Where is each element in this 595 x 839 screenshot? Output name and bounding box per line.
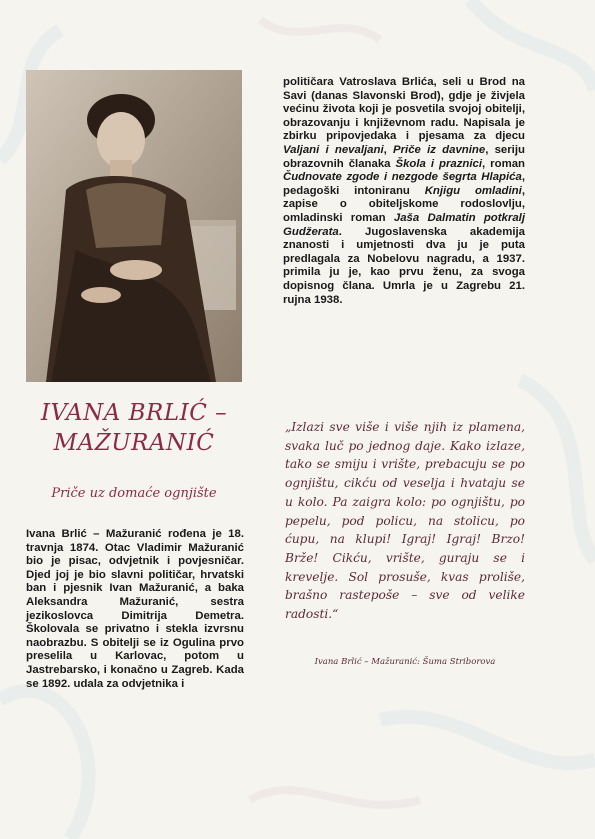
work-title: Valjani i nevaljani <box>283 143 384 156</box>
work-title: Jaša Dalmatin potkralj Gudžerata <box>283 211 525 238</box>
bio-text: , pedagoški intoniranu <box>283 171 525 197</box>
story-quote: „Izlazi sve više i više njih iz plamena, svaka luč po jednog daje. Kako izlaze, tako se smiju i vrište, prebacuju se po ognjištu, cikću od veselja i hvataju se u kolo. Pa zaigra kolo: po ognjištu, po pepelu, pod policu, na stolicu, po ćupu, na klupi! Igraj! Igraj! Brzo! Brže! Cikću, vrište, guraju se i krevelje. Sol prosuše, kvas proliše, brašno rastepoše – sve od velike radosti.“ <box>285 420 525 622</box>
bio-text: , roman <box>482 157 525 170</box>
biography-right-column <box>283 76 525 307</box>
bio-text: , seriju obrazovnih članaka <box>283 143 525 170</box>
work-title: Čudnovate zgode i nezgode šegrta Hlapića <box>283 171 522 184</box>
bio-text: političara Vatroslava Brlića, seli u Brod na Savi (danas Slavonski Brod), gdje je živjela većinu života koji je posvetila svojoj obitelji, obrazovanju i književnom radu. Napisala je zbirku pripovjedaka i pjesama za djecu <box>283 76 525 143</box>
author-name-title <box>26 398 242 458</box>
book-title: Priče uz domaće ognjište <box>51 486 217 501</box>
quote-source: Ivana Brlić – Mažuranić: Šuma Striborova <box>314 657 496 667</box>
author-name-line1: IVANA BRLIĆ – <box>40 400 228 426</box>
work-title: Knjigu omladini <box>424 184 522 197</box>
author-portrait-photo <box>26 70 242 382</box>
bio-text: , <box>383 143 394 156</box>
work-title: Priče iz davnine <box>393 143 486 156</box>
author-name-line2: MAŽURANIĆ <box>53 430 215 456</box>
bio-text: , zapise o obiteljskome rodoslovlju, omladinski roman <box>283 184 525 224</box>
work-title: Škola i praznici <box>395 157 483 170</box>
biography-left-column: Ivana Brlić – Mažuranić rođena je 18. travnja 1874. Otac Vladimir Mažuranić bio je pisac, odvjetnik i povjesničar. Djed joj je bio slavni političar, hrvatski ban i pjesnik Ivan Mažuranić, a baka Aleksandra Mažuranić, sestra jezikoslovca Dimitrija Demetra. Školovala se privatno i stekla izvrsnu naobrazbu. S obitelji se iz Ogulina prvo preselila u Karlovac, potom u Jastrebarsko, i konačno u Zagreb. Kada se 1892. udala za odvjetnika i <box>26 528 244 690</box>
bio-text: . Jugoslavenska akademija znanosti i umjetnosti dva ju je puta predlagala za Nobelovu nagradu, a 1937. primila ju je, kao prvu ženu, za svoga dopisnog člana. Umrla je u Zagrebu 21. rujna 1938. <box>283 225 525 306</box>
